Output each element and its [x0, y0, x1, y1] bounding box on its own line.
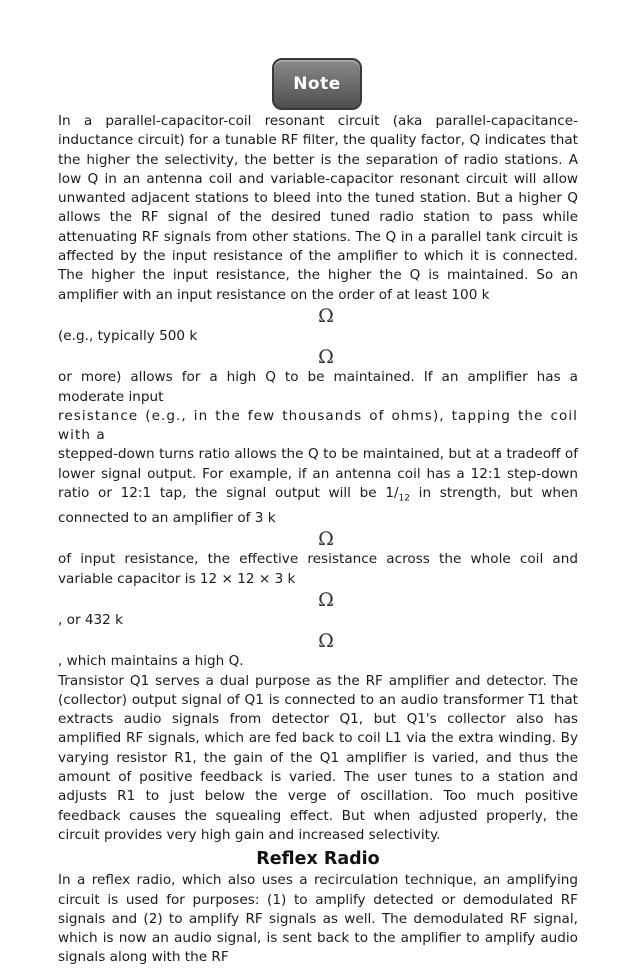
text-tradeoff-main: stepped-down turns ratio allows the Q to be maintained, but at a tradeoff of lower signal output. For example, if an antenna coil has a 12:1 step-down ratio or 12:1 tap, the signal output will be 1/ [58, 446, 578, 502]
paragraph-q-factor: In a parallel-capacitor-coil resonant circuit (aka parallel-capacitance-inductance circuit) for a tunable RF filter, the quality factor, Q indicates that the higher the selectivity, the better is the separation of radio stations. A low Q in an antenna coil and variable-capacitor resonant circuit will allow unwanted adjacent stations to bleed into the tuned station. But a higher Q allows the RF signal of the desired tuned radio station to pass while attenuating RF signals from other stations. The Q in a parallel tank circuit is affected by the input resistance of the amplifier to which it is connected. The higher the input resistance, the higher the Q is maintained. So an amplifier with an input resistance on the order of at least 100 k [58, 113, 578, 303]
section-heading-reflex-radio: Reflex Radio [256, 849, 380, 870]
note-header [58, 58, 578, 112]
text-typical-500k: (e.g., typically 500 k [58, 327, 198, 344]
omega-symbol: Ω [318, 588, 334, 611]
omega-symbol: Ω [318, 304, 334, 327]
text-432k: , or 432 k [58, 611, 124, 628]
omega-symbol: Ω [318, 528, 334, 551]
page-content [58, 58, 578, 968]
paragraph-reflex-radio: In a reflex radio, which also uses a recirculation technique, an amplifying circuit is used for purposes: (1) to amplify detected or demodulated RF signals and (2) to amplify RF signals as well. The demodulated RF signal, which is now an audio signal, is sent back to the amplifier to amplify audio signals along with the RF [58, 872, 578, 966]
text-strength: in strength, but when connected to an amplifier of 3 k [58, 485, 578, 527]
omega-symbol: Ω [318, 630, 334, 653]
note-badge: Note [272, 58, 362, 110]
omega-symbol: Ω [318, 346, 334, 369]
paragraph-transistor-q1: Transistor Q1 serves a dual purpose as the RF amplifier and detector. The (collector) output signal of Q1 is connected to an audio transformer T1 that extracts audio signals from detector Q1, but Q1's collector also has amplified RF signals, which are fed back to coil L1 via the extra winding. By varying resistor R1, the gain of the Q1 amplifier is varied, and thus the amount of positive feedback is varied. The user tunes to a station and adjusts R1 to just below the verge of oscillation. Too much positive feedback causes the squealing effect. But when adjusted properly, the circuit provides very high gain and increased selectivity. [58, 672, 578, 843]
subscript-12: 12 [398, 493, 410, 504]
text-moderate-resistance: resistance (e.g., in the few thousands of ohms), tapping the coil with a [58, 407, 578, 444]
text-effective-resistance: of input resistance, the effective resistance across the whole coil and variable capacitor is 12 × 12 × 3 k [58, 551, 578, 587]
text-maintains-high-q: , which maintains a high Q. [58, 653, 244, 670]
text-or-more: or more) allows for a high Q to be maintained. If an amplifier has a moderate input [58, 369, 578, 405]
text-tradeoff [58, 445, 578, 528]
